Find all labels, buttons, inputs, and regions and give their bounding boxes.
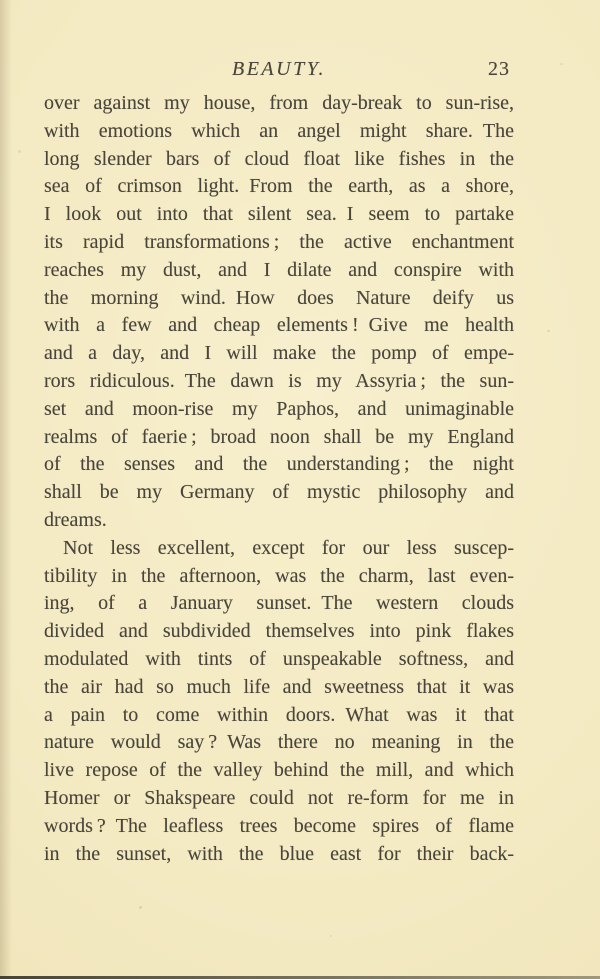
text-line: tibility in the afternoon, was the charm, last even- [44, 564, 514, 587]
paragraph [44, 535, 514, 869]
text-line: set and moon-rise my Paphos, and unimaginable [44, 397, 514, 420]
text-line: with emotions which an angel might share. The [44, 119, 514, 142]
text-line: a pain to come within doors. What was it that [44, 703, 514, 726]
paper-speck [560, 63, 563, 65]
text-line: with a few and cheap elements ! Give me health [44, 314, 514, 337]
text-line: the air had so much life and sweetness that it was [44, 675, 514, 698]
paper-speck [18, 150, 21, 153]
text-line: words ? The leafless trees become spires of flame [44, 814, 514, 837]
text-line: nature would say ? Was there no meaning in the [44, 731, 514, 754]
paper-speck [330, 935, 332, 937]
text-line: in the sunset, with the blue east for their back- [44, 842, 514, 865]
paper-speck [139, 906, 142, 909]
text-line: sea of crimson light. From the earth, as a shore, [44, 175, 514, 198]
paragraph [44, 90, 514, 535]
text-line: the morning wind. How does Nature deify us [44, 286, 514, 309]
text-line: long slender bars of cloud float like fishes in the [44, 147, 514, 170]
text-line: ing, of a January sunset. The western clouds [44, 592, 514, 615]
text-line: its rapid transformations ; the active enchantment [44, 230, 514, 253]
text-line: modulated with tints of unspeakable softness, and [44, 647, 514, 670]
text-line: Not less excellent, except for our less suscep- [63, 536, 514, 559]
text-line: reaches my dust, and I dilate and conspire with [44, 258, 514, 281]
text-line: live repose of the valley behind the mill, and which [44, 759, 514, 782]
text-line: over against my house, from day-break to sun-rise, [44, 92, 514, 114]
text-line: shall be my Germany of mystic philosophy and [44, 481, 514, 504]
text-line: and a day, and I will make the pomp of empe- [44, 342, 514, 365]
text-line: Homer or Shakspeare could not re-form for me in [44, 786, 514, 809]
text-line: divided and subdivided themselves into pink flakes [44, 620, 514, 643]
text-line: I look out into that silent sea. I seem to partake [44, 203, 514, 226]
text-line: dreams. [44, 508, 107, 531]
text-block [44, 90, 514, 868]
paper-speck [547, 330, 550, 332]
text-line: of the senses and the understanding ; the night [44, 453, 514, 476]
chapter-title: BEAUTY. [231, 58, 326, 80]
text-line: rors ridiculous. The dawn is my Assyria ; the sun- [44, 369, 514, 392]
text-line: realms of faerie ; broad noon shall be my England [44, 425, 514, 448]
running-head [44, 57, 514, 81]
page-number: 23 [488, 58, 510, 80]
